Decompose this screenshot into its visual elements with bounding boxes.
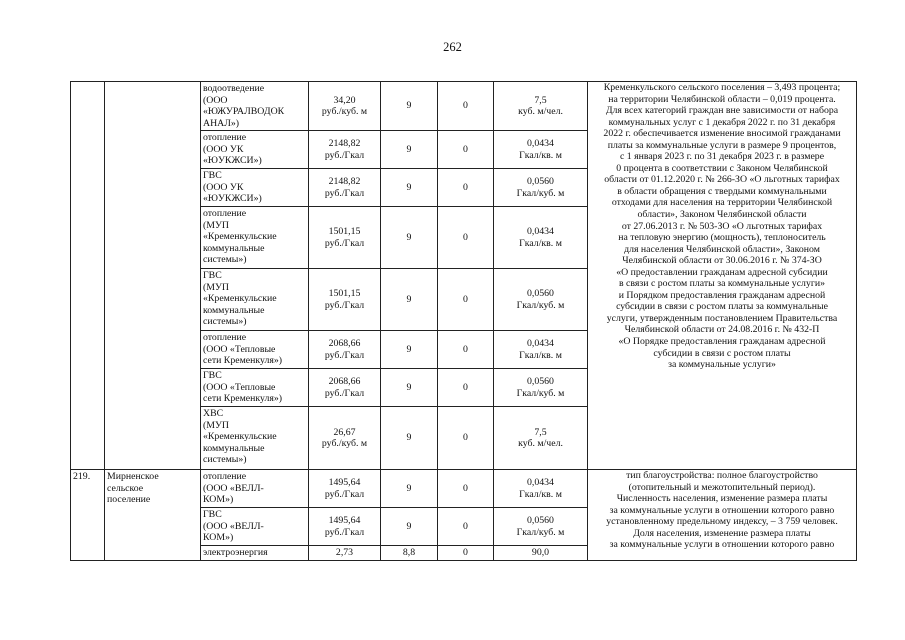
service-cell: ГВС (ООО «ВЕЛЛ- КОМ») xyxy=(201,508,309,546)
change-2022-cell: 9 xyxy=(381,131,438,169)
change-2023-cell: 0 xyxy=(438,470,494,508)
row-number-cell: 219. xyxy=(71,470,105,561)
change-2022-cell: 9 xyxy=(381,207,438,269)
change-2023-cell: 0 xyxy=(438,82,494,131)
service-cell: отопление (ООО «ВЕЛЛ- КОМ») xyxy=(201,470,309,508)
change-2022-cell: 8,8 xyxy=(381,546,438,561)
tariff-cell: 1495,64 руб./Гкал xyxy=(309,508,381,546)
tariff-cell: 1501,15 руб./Гкал xyxy=(309,269,381,331)
volume-cell: 0,0434 Гкал/кв. м xyxy=(494,207,588,269)
volume-cell: 0,0434 Гкал/кв. м xyxy=(494,131,588,169)
service-cell: электроэнергия xyxy=(201,546,309,561)
volume-cell: 0,0560 Гкал/куб. м xyxy=(494,169,588,207)
service-cell: ГВС (ООО УК «ЮУКЖСИ») xyxy=(201,169,309,207)
tariff-cell: 1501,15 руб./Гкал xyxy=(309,207,381,269)
table-row xyxy=(71,82,857,131)
volume-cell: 0,0560 Гкал/куб. м xyxy=(494,369,588,407)
change-2022-cell: 9 xyxy=(381,331,438,369)
volume-cell: 0,0434 Гкал/кв. м xyxy=(494,470,588,508)
change-2022-cell: 9 xyxy=(381,508,438,546)
change-2022-cell: 9 xyxy=(381,269,438,331)
tariff-cell: 26,67 руб./куб. м xyxy=(309,407,381,470)
notes-cell: Кременкульского сельского поселения – 3,493 процента; на территории Челябинской области – 0,019 процента. Для всех категорий граждан вне зависимости от набора коммунальных услуг с 1 декабря 2022 г. по 31 декабря 2022 г. обеспечивается изменение вносимой гражданами платы за коммунальные услуги в размере 9 процентов, с 1 января 2023 г. по 31 декабря 2023 г. в размере 0 процента в соответствии с Законом Челябинской области от 01.12.2020 г. № 266-ЗО «О льготных тарифах в области обращения с твердыми коммунальными отходами для населения на территории Челябинской области», Законом Челябинской области от 27.06.2013 г. № 503-ЗО «О льготных тарифах на тепловую энергию (мощность), теплоноситель для населения Челябинской области», Законом Челябинской области от 30.06.2016 г. № 374-ЗО «О предоставлении гражданам адресной субсидии в связи с ростом платы за коммунальные услуги» и Порядком предоставления гражданам адресной субсидии в связи с ростом платы за коммунальные услуги, утвержденным постановлением Правительства Челябинской области от 24.08.2016 г. № 432-П «О Порядке предоставления гражданам адресной субсидии в связи с ростом платы за коммунальные услуги» xyxy=(588,82,857,470)
change-2023-cell: 0 xyxy=(438,269,494,331)
service-cell: отопление (ООО УК «ЮУКЖСИ») xyxy=(201,131,309,169)
service-cell: отопление (МУП «Кременкульские коммунальные системы») xyxy=(201,207,309,269)
change-2023-cell: 0 xyxy=(438,207,494,269)
service-cell: ХВС (МУП «Кременкульские коммунальные системы») xyxy=(201,407,309,470)
service-cell: ГВС (ООО «Тепловые сети Кременкуля») xyxy=(201,369,309,407)
change-2022-cell: 9 xyxy=(381,470,438,508)
volume-cell: 0,0560 Гкал/куб. м xyxy=(494,269,588,331)
volume-cell: 7,5 куб. м/чел. xyxy=(494,407,588,470)
change-2023-cell: 0 xyxy=(438,546,494,561)
service-cell: ГВС (МУП «Кременкульские коммунальные системы») xyxy=(201,269,309,331)
change-2022-cell: 9 xyxy=(381,169,438,207)
tariff-cell: 2148,82 руб./Гкал xyxy=(309,131,381,169)
change-2022-cell: 9 xyxy=(381,369,438,407)
change-2023-cell: 0 xyxy=(438,369,494,407)
change-2022-cell: 9 xyxy=(381,407,438,470)
notes-cell: тип благоустройства: полное благоустройство (отопительный и межотопительный период). Численность населения, изменение размера платы за коммунальные услуги в отношении которого равно установленному предельному индексу, – 3 759 человек. Доля населения, изменение размера платы за коммунальные услуги в отношении которого равно xyxy=(588,470,857,561)
settlement-cell xyxy=(105,82,201,470)
table-row xyxy=(71,470,857,508)
volume-cell: 7,5 куб. м/чел. xyxy=(494,82,588,131)
volume-cell: 90,0 xyxy=(494,546,588,561)
change-2023-cell: 0 xyxy=(438,407,494,470)
tariff-cell: 2148,82 руб./Гкал xyxy=(309,169,381,207)
row-number-cell xyxy=(71,82,105,470)
tariff-cell: 1495,64 руб./Гкал xyxy=(309,470,381,508)
page-number: 262 xyxy=(443,40,462,54)
volume-cell: 0,0560 Гкал/куб. м xyxy=(494,508,588,546)
tariff-cell: 2068,66 руб./Гкал xyxy=(309,331,381,369)
tariff-cell: 2068,66 руб./Гкал xyxy=(309,369,381,407)
change-2023-cell: 0 xyxy=(438,169,494,207)
volume-cell: 0,0434 Гкал/кв. м xyxy=(494,331,588,369)
settlement-cell: Мирненское сельское поселение xyxy=(105,470,201,561)
change-2023-cell: 0 xyxy=(438,508,494,546)
change-2023-cell: 0 xyxy=(438,331,494,369)
tariff-table xyxy=(70,81,857,561)
tariff-cell: 34,20 руб./куб. м xyxy=(309,82,381,131)
tariff-cell: 2,73 xyxy=(309,546,381,561)
change-2023-cell: 0 xyxy=(438,131,494,169)
change-2022-cell: 9 xyxy=(381,82,438,131)
service-cell: отопление (ООО «Тепловые сети Кременкуля») xyxy=(201,331,309,369)
service-cell: водоотведение (ООО «ЮЖУРАЛВОДОК АНАЛ») xyxy=(201,82,309,131)
